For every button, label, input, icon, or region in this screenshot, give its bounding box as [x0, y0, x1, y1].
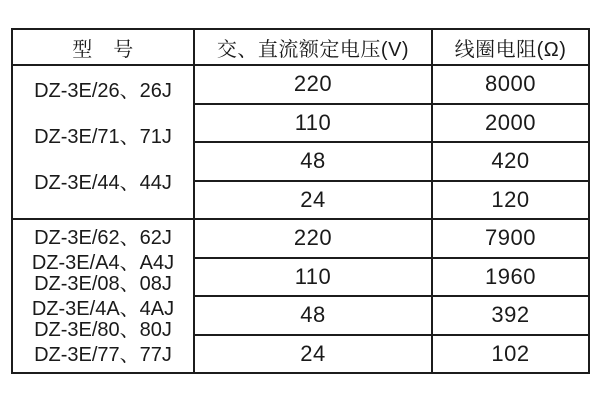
model-name: DZ-3E/77、77J	[34, 344, 172, 366]
table-row	[12, 65, 589, 104]
model-group-1-list	[13, 66, 193, 218]
model-group-1-cell	[12, 65, 194, 219]
header-coil-resistance: 线圈电阻(Ω)	[432, 29, 589, 65]
table-header-row	[12, 29, 589, 65]
resistance-value: 2000	[432, 104, 589, 143]
model-name: DZ-3E/44、44J	[34, 172, 172, 194]
model-name: DZ-3E/4A、4AJ	[31, 298, 175, 320]
model-group-2-cell	[12, 219, 194, 373]
model-name: DZ-3E/71、71J	[34, 126, 172, 148]
voltage-value: 24	[194, 181, 432, 220]
resistance-value: 7900	[432, 219, 589, 258]
header-rated-voltage: 交、直流额定电压(V)	[194, 29, 432, 65]
voltage-value: 220	[194, 65, 432, 104]
model-name: DZ-3E/80、80J	[34, 319, 172, 341]
voltage-value: 48	[194, 142, 432, 181]
model-name: DZ-3E/08、08J	[34, 273, 172, 295]
voltage-value: 220	[194, 219, 432, 258]
voltage-value: 110	[194, 258, 432, 297]
resistance-value: 392	[432, 296, 589, 335]
resistance-value: 102	[432, 335, 589, 374]
table-row	[12, 219, 589, 258]
resistance-value: 120	[432, 181, 589, 220]
voltage-value: 110	[194, 104, 432, 143]
relay-spec-table	[11, 28, 590, 374]
resistance-value: 8000	[432, 65, 589, 104]
resistance-value: 420	[432, 142, 589, 181]
model-name: DZ-3E/62、62J	[34, 227, 172, 249]
model-group-2-list	[13, 220, 193, 372]
model-name: DZ-3E/A4、A4J	[31, 252, 175, 274]
voltage-value: 48	[194, 296, 432, 335]
resistance-value: 1960	[432, 258, 589, 297]
voltage-value: 24	[194, 335, 432, 374]
header-model: 型 号	[12, 29, 194, 65]
model-name: DZ-3E/26、26J	[34, 80, 172, 102]
